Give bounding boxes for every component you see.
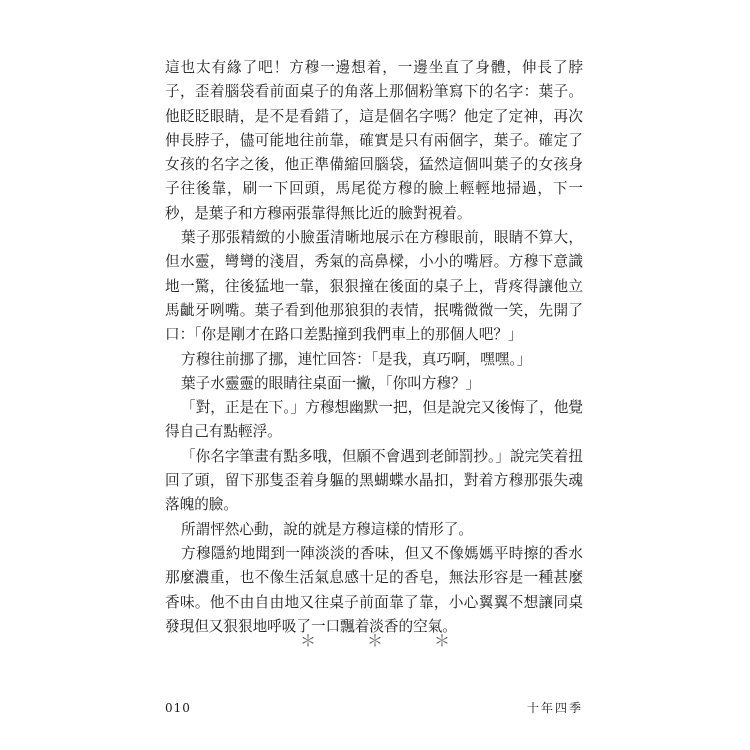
paragraph-4: 葉子水靈靈的眼睛往桌面一撇，「你叫方穆？」 [181,374,481,392]
paragraph-3: 方穆往前挪了挪，連忙回答：「是我，真巧啊，嘿嘿。」 [181,350,532,368]
paragraph-8: 方穆隱約地聞到一陣淡淡的香味，但又不像媽媽平時擦的香水那麼濃重，也不像生活氣息感十足的香皂，無法形容是一種甚麼香味。他不由自由地又往桌子前面靠了靠，小心翼翼不想讓同桌發現但又狠狠地呼吸了一口飄着淡香的空氣。 [165,544,583,635]
paragraph-2: 葉子那張精緻的小臉蛋清晰地展示在方穆眼前，眼睛不算大，但水靈，彎彎的淺眉，秀氣的高鼻樑，小小的嘴唇。方穆下意識地一驚，往後猛地一靠，狠狠撞在後面的桌子上，背疼得讓他立馬齜牙咧嘴。葉子看到他那狼狽的表情，抿嘴微微一笑，先開了口：「你是剛才在路口差點撞到我們車上的那個人吧？」 [165,229,583,344]
body-text [165,56,583,639]
section-break-star: ＊ [366,631,383,650]
page-number: 010 [165,701,191,715]
paragraph-1: 這也太有緣了吧！方穆一邊想着，一邊坐直了身體，伸長了脖子，歪着腦袋看前面桌子的角落上那個粉筆寫下的名字：葉子。他眨眨眼睛，是不是看錯了，這是個名字嗎？他定了定神，再次伸長脖子，儘可能地往前靠，確實是只有兩個字，葉子。確定了女孩的名字之後，他正準備縮回腦袋，猛然這個叫葉子的女孩身子往後靠，刷一下回頭，馬尾從方穆的臉上輕輕地掃過，下一秒，是葉子和方穆兩張靠得無比近的臉對視着。 [165,59,583,222]
paragraph-7: 所謂怦然心動，說的就是方穆這樣的情形了。 [181,520,473,538]
paragraph-5: 「對，正是在下。」方穆想幽默一把，但是說完又後悔了，他覺得自己有點輕浮。 [165,399,583,441]
paragraph-6: 「你名字筆畫有點多哦，但願不會遇到老師罰抄。」說完笑着扭回了頭，留下那隻歪着身軀的黑蝴蝶水晶扣，對着方穆那張失魂落魄的臉。 [165,447,583,514]
section-break-star: ＊ [300,631,317,650]
running-title: 十年四季 [526,701,583,715]
section-break-star: ＊ [433,631,450,650]
section-break [300,628,450,651]
